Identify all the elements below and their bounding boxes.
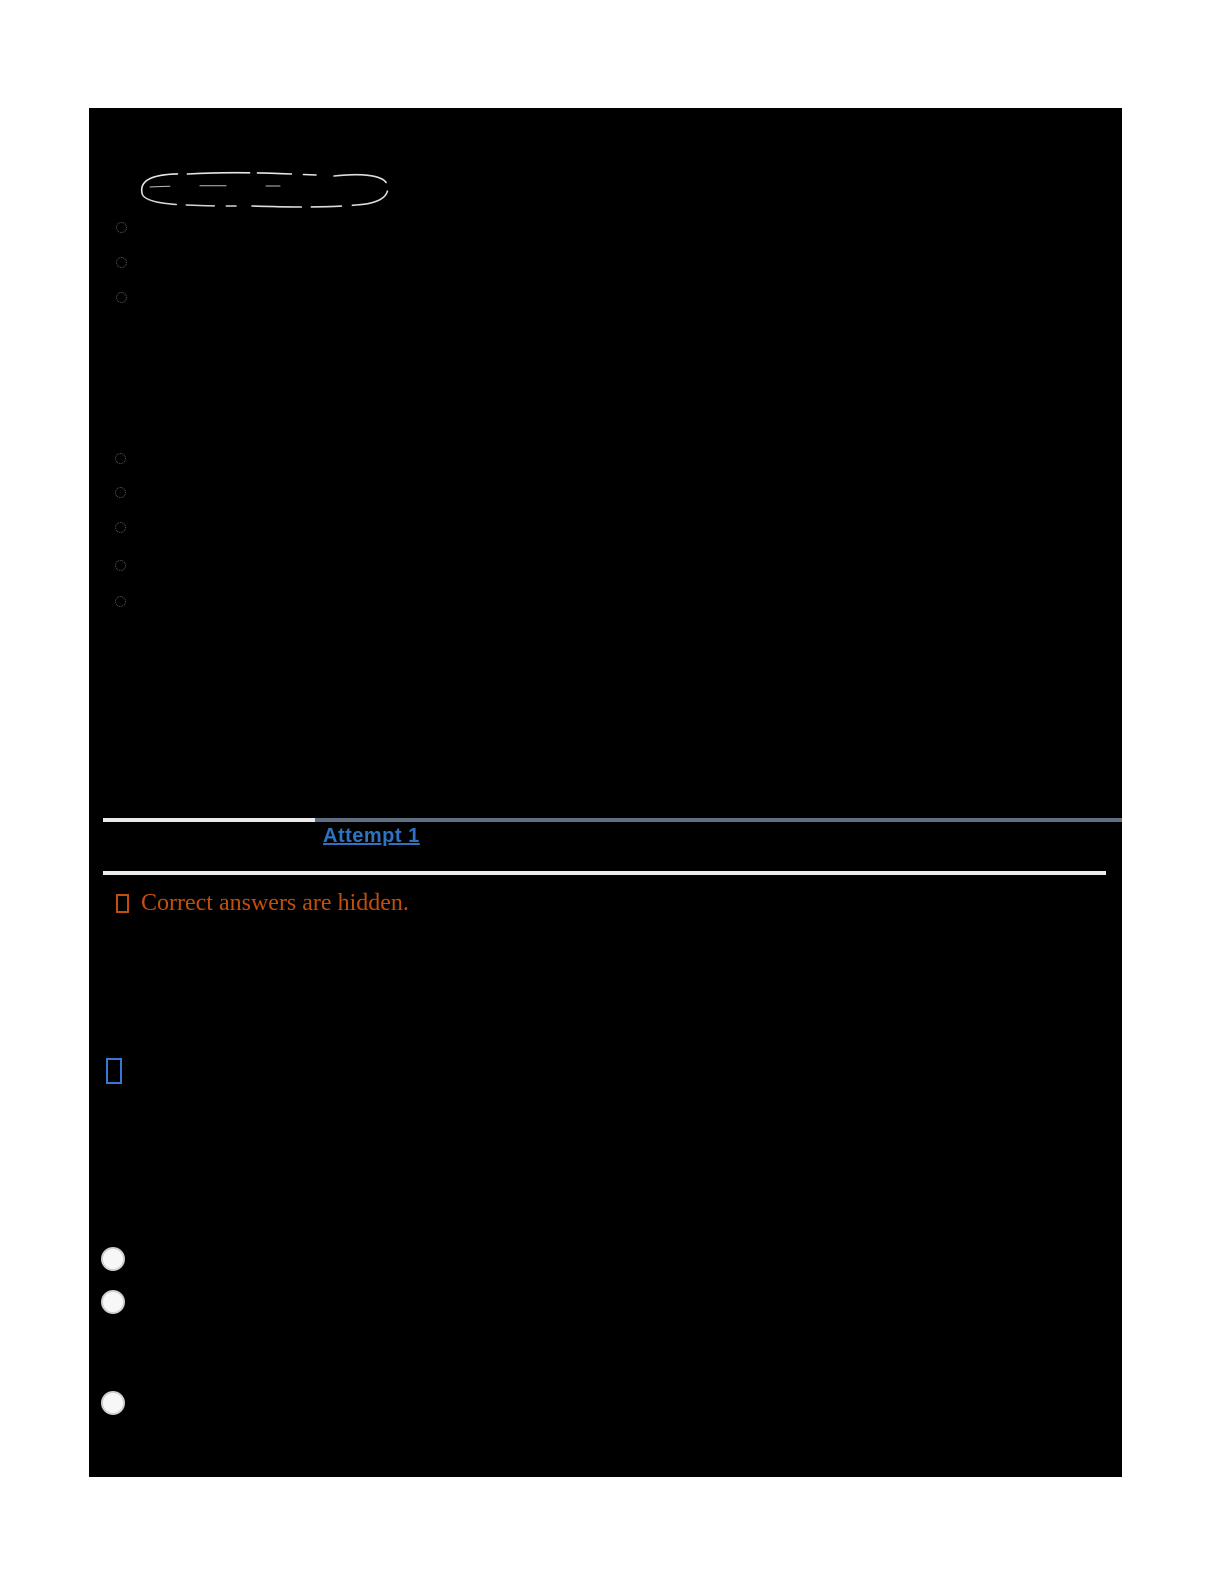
radio-option[interactable] [115, 487, 126, 498]
pen-scribble-annotation [130, 163, 400, 221]
answer-radio[interactable] [101, 1290, 125, 1314]
correct-answers-hidden-notice [116, 890, 409, 916]
radio-option[interactable] [115, 560, 126, 571]
radio-option[interactable] [115, 453, 126, 464]
quiz-results-panel [89, 108, 1122, 1477]
table-divider-bottom [103, 871, 1106, 875]
attempt-1-link[interactable]: Attempt 1 [323, 825, 420, 847]
radio-option[interactable] [115, 522, 126, 533]
radio-option[interactable] [116, 222, 127, 233]
radio-option[interactable] [115, 596, 126, 607]
table-divider-light [103, 818, 315, 822]
answer-radio[interactable] [101, 1247, 125, 1271]
flag-icon[interactable] [106, 1058, 122, 1084]
answer-radio[interactable] [101, 1391, 125, 1415]
radio-option[interactable] [116, 292, 127, 303]
radio-option[interactable] [116, 257, 127, 268]
table-divider-slate [315, 818, 1122, 822]
notice-text: Correct answers are hidden. [141, 890, 409, 916]
eye-off-icon [116, 894, 129, 913]
